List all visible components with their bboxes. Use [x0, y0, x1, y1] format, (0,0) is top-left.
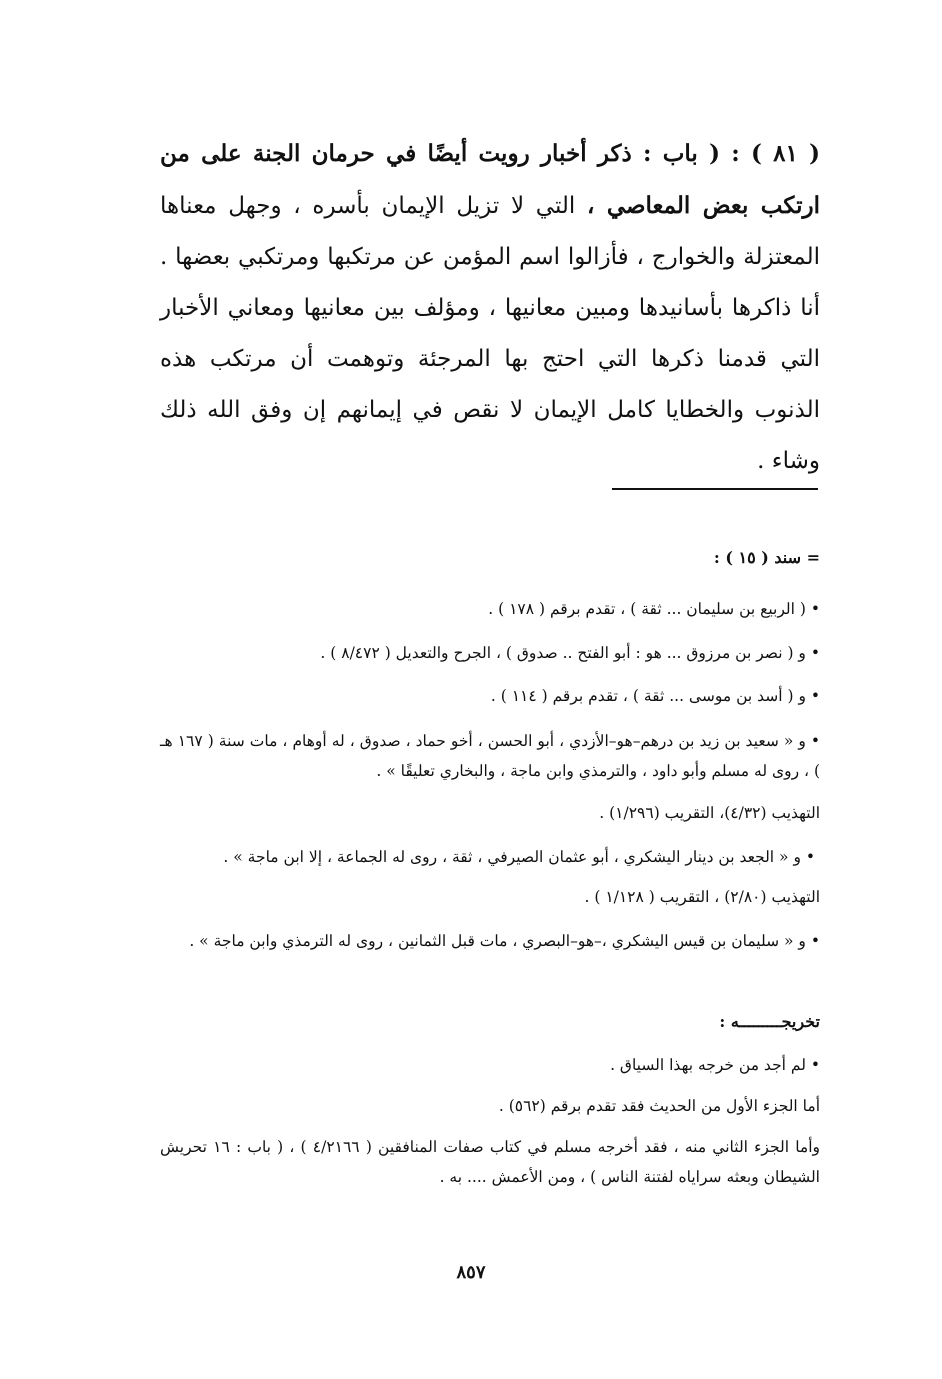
isnad-item: • و ( أسد بن موسى ... ثقة ) ، تقدم برقم ( ١١٤ ) .	[490, 687, 820, 705]
chapter-body: التي لا تزيل الإيمان بأسره ، وجهل معناها المعتزلة والخوارج ، فأزالوا اسم المؤمن عن مرتكبها ومرتكبي بعضها . أنا ذاكرها بأسانيدها ومبين معانيها ، ومؤلف بين معانيها ومعاني الأخبار التي قدمنا ذكرها التي احتج بها المرجئة وتوهمت أن مرتكب هذه الذنوب والخطايا كامل الإيمان لا نقص في إيمانهم إن وفق الله ذلك وشاء .	[160, 193, 820, 474]
isnad-label: = سند ( ١٥ ) :	[713, 548, 820, 567]
chapter-heading: ( ٨١ ) : ( باب : ذكر أخبار رويت أيضًا في حرمان الجنة على من ارتكب بعض المعاصي ،	[160, 140, 821, 219]
isnad-item: • و « الجعد بن دينار اليشكري ، أبو عثمان الصيرفي ، ثقة ، روى له الجماعة ، إلا ابن ماجة » .	[223, 848, 815, 866]
page-number: ٨٥٧	[456, 1262, 486, 1283]
takhrij-item: • لم أجد من خرجه بهذا السياق .	[610, 1056, 820, 1074]
takhrij-label: تخريجـــــــــه :	[719, 1012, 820, 1031]
isnad-reference: التهذيب (٢/٨٠) ، التقريب ( ١/١٢٨ ) .	[584, 888, 820, 906]
isnad-item: • و « سليمان بن قيس اليشكري ،–هو–البصري ، مات قبل الثمانين ، روى له الترمذي وابن ماجة » .	[189, 932, 820, 950]
isnad-item: • و ( نصر بن مرزوق ... هو : أبو الفتح .. صدوق ) ، الجرح والتعديل ( ٨/٤٧٢ ) .	[320, 644, 820, 662]
main-paragraph	[160, 128, 820, 487]
takhrij-item: وأما الجزء الثاني منه ، فقد أخرجه مسلم في كتاب صفات المنافقين ( ٤/٢١٦٦ ) ، ( باب : ١٦ تحريش الشيطان وبعثه سراياه لفتنة الناس ) ، ومن الأعمش .... به .	[160, 1138, 821, 1186]
takhrij-item: أما الجزء الأول من الحديث فقد تقدم برقم (٥٦٢) .	[498, 1097, 820, 1115]
footnote-separator	[612, 488, 818, 490]
isnad-item: • و « سعيد بن زيد بن درهم–هو–الأزدي ، أبو الحسن ، أخو حماد ، صدوق ، له أوهام ، مات سنة ( ١٦٧ هـ ) ، روى له مسلم وأبو داود ، والترمذي وابن ماجة ، والبخاري تعليقًا » .	[160, 732, 820, 780]
isnad-item: • ( الربيع بن سليمان ... ثقة ) ، تقدم برقم ( ١٧٨ ) .	[488, 600, 820, 618]
isnad-reference: التهذيب (٤/٣٢)، التقريب (١/٢٩٦) .	[599, 804, 820, 822]
